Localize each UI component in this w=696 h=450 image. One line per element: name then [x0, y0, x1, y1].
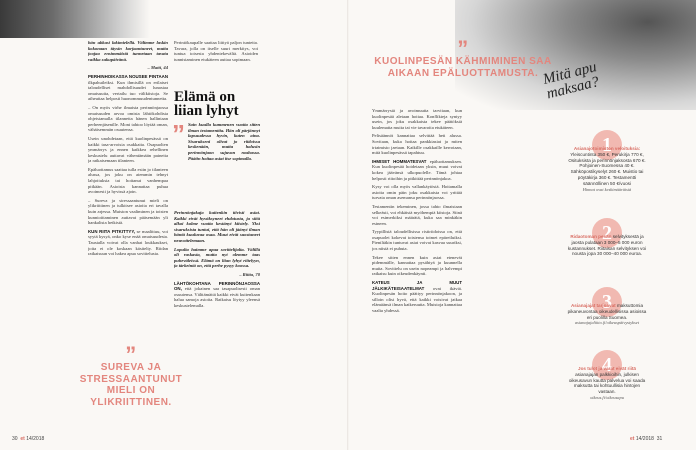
step-number-badge: 2: [592, 218, 622, 248]
paragraph: Testamentin tekeminen, jossa tahto ilmaistaan selkeästi, voi ehkäistä myöhempiä kiistoja. Siinä voi esimerkiksi määrätä, kuka saa minkäkin esineen.: [372, 203, 462, 226]
signature-matti: – Matti, 44: [147, 65, 168, 71]
paragraph-lead: IHMISET HOMMATESVAT: [372, 158, 427, 164]
left-column-2: [188, 122, 260, 208]
paragraph: Perinnönjakaja kuitenkin tiivisti asiat. Kaikki eivät hyväksyneet ehdotusta, ja siitä alkoi kolme vuotta kestänyt kiistely. Yksi sisaruksista tuntui, että hän oli jäänyt ilman häntä kuuluvaa osaa. Muut eivät suostuneet neuvottelemaan.: [174, 210, 260, 243]
paragraph: Tekee sitten ennen kuin asiat etenevät pidemmälle, kannattaa pysähtyä ja kuunnella muita. Sovittelu on usein nopeampi ja halvempi ratkaisu kuin oikeudenkäynti.: [372, 254, 462, 277]
step-title: Ridaotoman pesän: [570, 234, 612, 239]
step-title: Asianajotoimiston veloituksia:: [573, 146, 641, 151]
paragraph: IHMISET HOMMATESVAT epäluottamuksen. Kun kuolinpesää hoidetaan yksin, muut voivat kokea jäävänsä ulkopuolelle. Tämä johtaa helposti riitoihin ja pitkittää perinnönjakoa.: [372, 158, 462, 181]
paragraph: LÄHTÖKOHTANA PERINNÖNJAOSSA ON, että jokainen saa tasapuolisesti oman osuutensa. Välttämättä kaikki eivät kuitenkaan halua samoja asioita. Ratkaisu löytyy yleensä keskustelemalla.: [174, 280, 260, 308]
paragraph: Tyypillistä taloudellisissa ristiriidoissa on, että osapuolet kokevat toistensa toimet epäreiluiksi. Pieniltäkin tuntuvat asiat voivat kasvaa suuriksi, jos niistä ei puhuta.: [372, 229, 462, 252]
left-column-1: [88, 40, 168, 332]
left-column-2-top: [174, 40, 258, 84]
sidebar-step-1: [566, 130, 648, 192]
sidebar-step-2: [566, 218, 648, 257]
pull-quote-text: SUREVA JA STRESSAANTUNUT MIELI ON YLIKRIITTINEN.: [79, 362, 183, 408]
paragraph: PERHINHOIKASSA NOUSEE PINTAAN ilkpahuileiksi. Kun ihmisillä on erilaiset taloudelliset mahdollisuudet lunastaa omaisuutta, vertailu tuo välikiistoja. Se aiheuttaa helposti huonommuudentunnetta.: [88, 73, 168, 102]
paragraph: KUN RIITA PITKITTYY, se maalittuu, voi syytä kysyä, onko kyse enää omaisuudesta. Taustalla voivat olla vanhat loukkaukset, joita ei ole koskaan käsitelty. Riidan ratkaisuun voi hakea apua sovittelusta.: [88, 228, 168, 257]
article-heading: Elämä on liian lyhyt: [174, 89, 239, 119]
step-note: asianajajaliitto.fi/oikeuspäivystykset: [574, 320, 640, 326]
step-body: Yleiscuntinta 350 €, Perukirja 770 €, Osituksista ja perinnönjaksosta 670 €. Pohjoinen-Suomessa 40 €. Sähköpostikyselyt 260 €. Muistio tai pöytäkirja 360 €. Testamentti säännöllinen 50 €/vuosi: [568, 151, 646, 186]
right-column-3: [372, 108, 462, 408]
step-title: Asianajajat tarjoavat: [570, 303, 616, 308]
paragraph: KATEUS JA MUUT JÄLKIKÄTEISAATELMAT ovat ikäviä. Kuolinpesän hoito päättyy perinnönjakoon, ja silloin olisi hyvä, että kaikki voisivat jatkaa elämäänsä ilman katkeruutta. Muistoja kannattaa vaalia yhdessä.: [372, 280, 462, 313]
signature-riitta: – Riitta, 70: [239, 271, 260, 277]
step-note: Hinnat ovat keskimääräisiä: [582, 186, 632, 192]
pull-quote-right: [372, 36, 554, 79]
step-number-badge: 3: [592, 287, 622, 317]
issue-number: 14/2018: [26, 436, 45, 442]
paragraph-lead: LÄHTÖKOHTANA PERINNÖNJAOSSA ON,: [174, 280, 260, 292]
pull-quote-left: [72, 342, 190, 408]
paragraph: – On myös virhe ilmaista perinnönjaossa omaisuuden arvoa omista lähtökohdista ohjeistamalla tilannetta hänen hallintaan perheenjäsenille. Moni tahtoo löytää oman, vähäisemmän osuutensa.: [88, 104, 168, 133]
intro-italic: hän ubkasi lakimielellä. Välimme laskin kokonaan täysin korjaantuneet, mutta joojaa ensimmäistä tunnetaan tavata vaikka sukupäivänä.: [88, 40, 168, 62]
paragraph-lead: KUN RIITA PITKITTYY,: [88, 228, 135, 234]
paragraph: Epäluottamus saattaa tulla esiin jo tilanteen alussa, jos joku on aiemmin tehnyt lahjoituksia tai hoitanut vanhempaa pitkään. Asioista kannattaa puhua avoimesti ja hyvissä ajoin.: [88, 166, 168, 195]
paragraph: Lopulta haimme apua sovittelijalta. Välillä oli raskasta, mutta nyt olemme taas puheväleissä. Elämä on liian lyhyt riitelyyn, ja tärkeintä on, että perhe pysyy koossa.: [174, 246, 260, 269]
page-number: 31: [656, 436, 663, 442]
page-gutter: [347, 0, 349, 450]
quote-mark-icon: ”: [457, 36, 469, 61]
sidebar-step-3: [566, 287, 648, 325]
folio-left: [12, 436, 44, 442]
paragraph-lead: KATEUS JA MUUT JÄLKIKÄTEISAATELMAT: [372, 280, 462, 291]
magazine-name: et: [630, 436, 635, 442]
deck-italic: Sain kuulla kummenen vuotta sitten ilman testamenttia. Hän oli pärjännyt lapsuudessa hyvin, kuten aina. Sisarukseni olivat jo riidoissa keskenään, mutta halusin perinnönjaon sujuvan rauhassa. Päätin hoitaa asiat itse sopimalla.: [188, 122, 260, 161]
page-number: 30: [12, 436, 18, 442]
sidebar-step-4: [566, 350, 648, 400]
step-note: oikeus.fi/oikeusapu: [590, 394, 624, 400]
step-body: selvityksestä ja jaosta pulataan 3 000–5 000 euron kustannukset. Riitaisan selvityksen voi nousta jopa 30 000–40 000 euroa.: [567, 234, 647, 257]
paragraph: Ymmärrystä ja avoimuutta tarvitaan, kun kuolinpesää aletaan hoitaa. Konflikteja syntyy usein, jos joku osakkaista tekee päätöksiä kuulematta muita tai vie tavaroita etukäteen.: [372, 108, 462, 130]
photo-strip-left: [0, 0, 150, 38]
step-body: asianajajan palkkioihin, julkisen oikeusavun kautta palvelua voi saada maksutta tai kohtuullisia hintojen vastaan.: [568, 371, 646, 395]
issue-number: 14/2018: [635, 436, 654, 442]
paragraph: Kysy voi olla myös vallankäytöstä. Hoitamalla asioita omin päin joku osakkaista voi yrittää turvata oman asemansa perinnönjaossa.: [372, 184, 462, 201]
paragraph-lead: PERHINHOIKASSA NOUSEE PINTAAN: [88, 73, 168, 79]
step-body: maksuttomia pikaneuvontaa oikeudellisissa asioissa eri puolilla Suomea.: [567, 303, 647, 320]
magazine-name: et: [20, 436, 25, 442]
paragraph: – Sureva ja stressaantunut mieli on ylikriittinen ja tulkitsee asioita eri tavalla kuin arjessa. Muiston vaaliminen ja toisten kunnioittaminen auttavat pääsemään yli hankalista hetkistä.: [88, 197, 168, 226]
left-column-2-body: [174, 210, 260, 410]
quote-mark-icon: ”: [172, 119, 185, 149]
folio-right: [630, 436, 662, 442]
step-title: Jos tulot ja varat eivät riitä: [578, 366, 636, 371]
sidebar-title: Mitä apu maksaa?: [541, 59, 601, 103]
paragraph: Usein unohdetaan, että kuolinpesässä on kaikki tasa-arvoisia osakkaita. Osapuolten ymmärrys ja ennen kaikkea rehellinen keskustelu auttavat vähentämään paineita ja ratkaisemaan tilanteen.: [88, 135, 168, 164]
quote-mark-icon: ”: [125, 342, 137, 367]
step-number-badge: 1: [592, 130, 622, 160]
paragraph: Perintökaupalle saattaa liittyä paljon tunteita. Tavara, jolla on itselle suuri merkitys, voi tuntua toisesta yhdentekevältä. Asioiden tunnistaminen etukäteen auttaa sopimaan.: [174, 40, 258, 62]
step-number-badge: 4: [592, 350, 622, 380]
paragraph: Pelisäännöt kannattaa selvittää heti alussa. Sovitaan, kuka hoitaa pankkiasiat ja miten irtaimisto jaetaan. Kaikille osakkaille kerrotaan, mitä kuolinpesässä tapahtuu.: [372, 133, 462, 156]
pull-quote-text: KUOLINPESÄN KÄHMIMINEN SAA AIKAAN EPÄLUOTTAMUSTA.: [374, 56, 552, 79]
